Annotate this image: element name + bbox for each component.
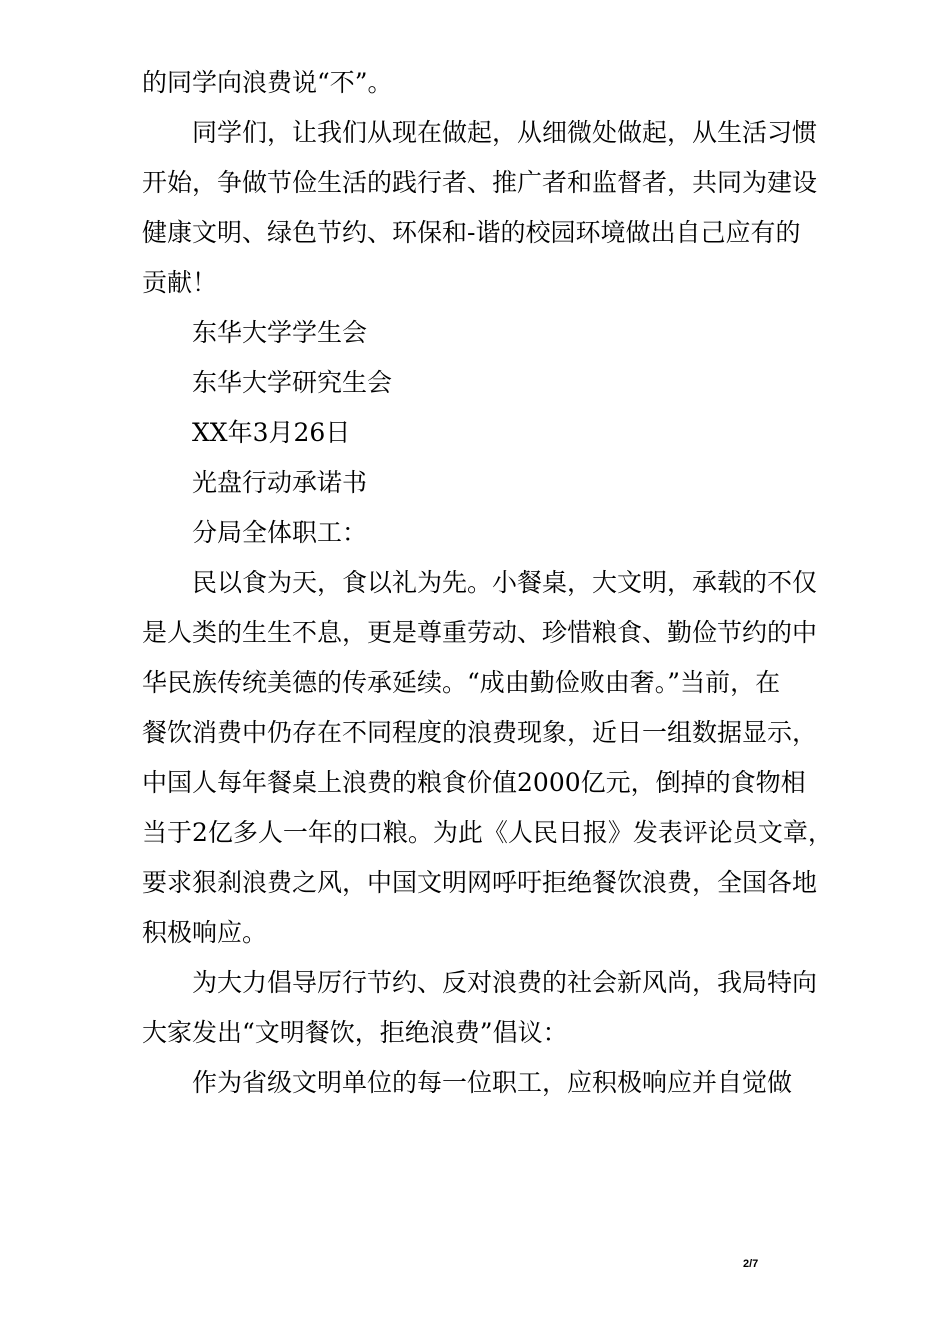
text-line: 要求狠刹浪费之风，中国文明网呼吁拒绝餐饮浪费，全国各地 — [142, 868, 818, 897]
text-line: 健康文明、绿色节约、环保和-谐的校园环境做出自己应有的 — [142, 218, 801, 247]
salutation-line: 分局全体职工： — [192, 518, 368, 547]
signature-line: 东华大学学生会 — [192, 318, 368, 347]
signature-line: 东华大学研究生会 — [192, 368, 393, 397]
text-line: 的同学向浪费说“不”。 — [142, 68, 393, 97]
date-line: XX年3月26日 — [192, 418, 351, 447]
text-line: 民以食为天，食以礼为先。小餐桌，大文明，承载的不仅 — [192, 568, 818, 597]
text-line: 开始，争做节俭生活的践行者、推广者和监督者，共同为建设 — [142, 168, 818, 197]
text-line: 积极响应。 — [142, 918, 268, 947]
text-line: 大家发出“文明餐饮，拒绝浪费”倡议： — [142, 1018, 568, 1047]
text-line: 贡献！ — [142, 268, 218, 297]
text-line: 中国人每年餐桌上浪费的粮食价值2000亿元，倒掉的食物相 — [142, 768, 806, 797]
text-line: 华民族传统美德的传承延续。“成由勤俭败由奢。”当前，在 — [142, 668, 781, 697]
text-line: 当于2亿多人一年的口粮。为此《人民日报》发表评论员文章， — [142, 818, 833, 847]
text-line: 为大力倡导厉行节约、反对浪费的社会新风尚，我局特向 — [192, 968, 818, 997]
text-line: 是人类的生生不息，更是尊重劳动、珍惜粮食、勤俭节约的中 — [142, 618, 818, 647]
text-line: 同学们，让我们从现在做起，从细微处做起，从生活习惯 — [192, 118, 818, 147]
page-number: 2/7 — [743, 1258, 759, 1270]
text-line: 作为省级文明单位的每一位职工，应积极响应并自觉做 — [192, 1068, 793, 1097]
section-title: 光盘行动承诺书 — [192, 468, 368, 497]
document-body — [142, 58, 862, 1108]
text-line: 餐饮消费中仍存在不同程度的浪费现象，近日一组数据显示， — [142, 718, 818, 747]
